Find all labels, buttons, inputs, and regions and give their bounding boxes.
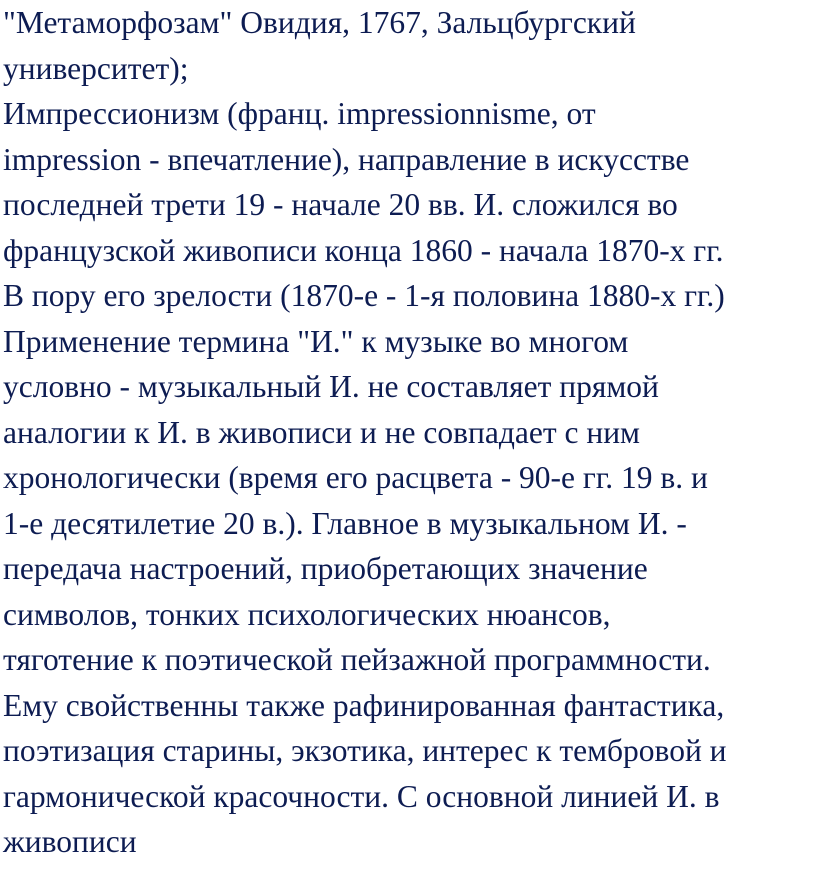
text-line-17: поэтизация старины, экзотика, интерес к тембровой и [3,733,727,768]
text-line-12: 1-е десятилетие 20 в.). Главное в музыкальном И. - [3,505,687,541]
text-line-3: Импрессионизм (франц. impressionnisme, от [3,96,596,131]
text-line-5: последней трети 19 - начале 20 вв. И. сложился во [3,187,678,222]
text-line-10: аналогии к И. в живописи и не совпадает с ним [3,414,640,450]
text-line-11: хронологически (время его расцвета - 90-е гг. 19 в. и [3,460,708,495]
text-line-18: гармонической красочности. С основной линией И. в [3,778,720,814]
text-line-2: университет); [3,50,189,86]
document-text [3,0,813,865]
text-line-1: "Метаморфозам" Овидия, 1767, Зальцбургский [3,5,636,40]
text-line-13: передача настроений, приобретающих значение [3,551,648,586]
text-line-15: тяготение к поэтической пейзажной программности. [3,642,711,677]
text-line-9: условно - музыкальный И. не составляет прямой [3,369,659,404]
text-line-4: impression - впечатление), направление в искусстве [3,141,690,177]
text-line-14: символов, тонких психологических нюансов, [3,596,611,632]
text-line-7: В пору его зрелости (1870-е - 1-я половина 1880-х гг.) [3,278,725,313]
text-line-8: Применение термина "И." к музыке во многом [3,323,629,359]
text-line-6: французской живописи конца 1860 - начала 1870-х гг. [3,232,724,268]
text-line-19: живописи [3,824,137,859]
text-line-16: Ему свойственны также рафинированная фантастика, [3,687,725,723]
